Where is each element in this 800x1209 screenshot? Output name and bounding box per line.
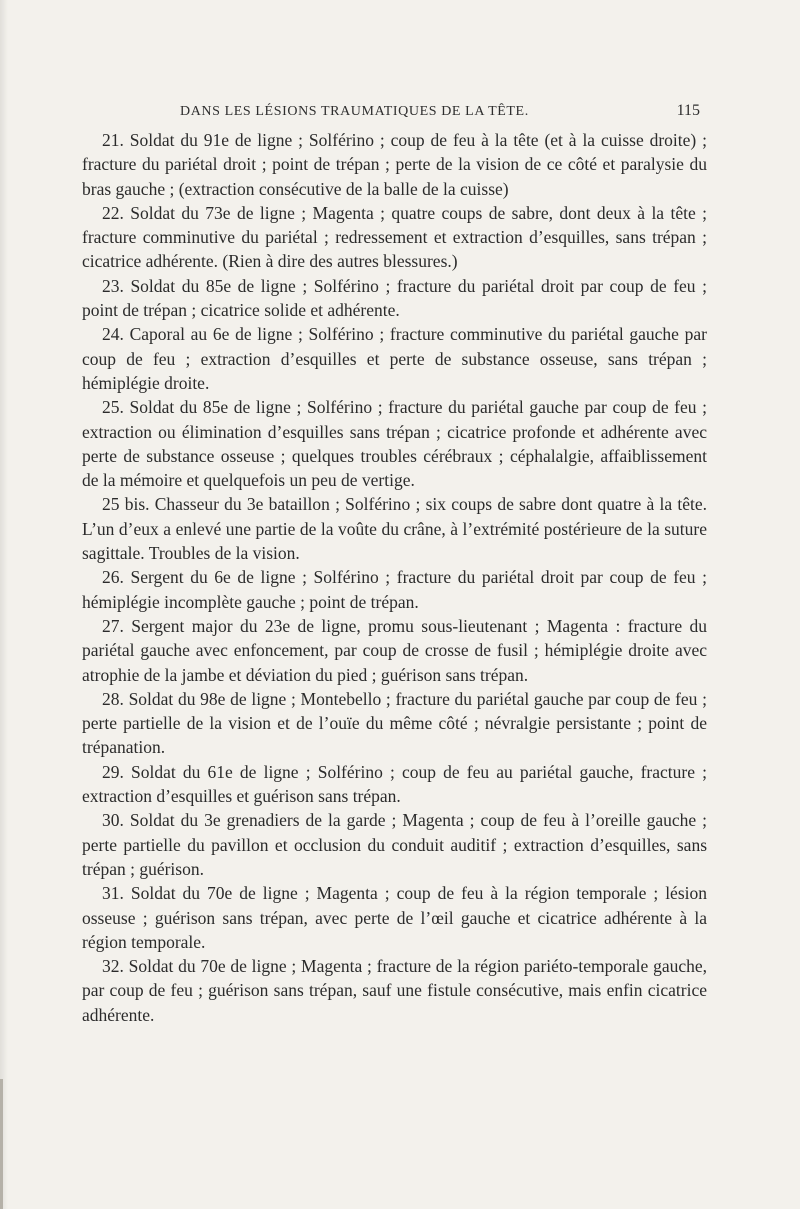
case-entry-32: 32. Soldat du 70e de ligne ; Magenta ; fracture de la région pariéto-temporale gauche, par coup de feu ; guérison sans trépan, sauf une fistule consécutive, mais enfin cicatrice adhérente. (82, 956, 707, 1025)
case-entry-22: 22. Soldat du 73e de ligne ; Magenta ; quatre coups de sabre, dont deux à la tête ; fracture comminutive du pariétal ; redressement et extraction d’esquilles, sans trépan ; cicatrice adhérente. (Rien à dire des autres blessures.) (82, 202, 707, 272)
case-entry-28: 28. Soldat du 98e de ligne ; Montebello ; fracture du pariétal gauche par coup de feu ; perte partielle de la vision et de l’ouïe du même côté ; névralgie persistante ; point de trépanation. (82, 688, 707, 758)
case-list (82, 128, 707, 1027)
case-entry-21: 21. Soldat du 91e de ligne ; Solférino ; coup de feu à la tête (et à la cuisse droite) ; fracture du pariétal droit ; point de trépan ; perte de la vision de ce côté et paralysie du bras gauche ; (extraction consécutive de la balle de la cuisse) (82, 130, 707, 199)
case-entry-23: 23. Soldat du 85e de ligne ; Solférino ; fracture du pariétal droit par coup de feu ; point de trépan ; cicatrice solide et adhérente. (82, 275, 707, 321)
binding-shadow (0, 0, 8, 1209)
case-entry-29: 29. Soldat du 61e de ligne ; Solférino ; coup de feu au pariétal gauche, fracture ; extraction d’esquilles et guérison sans trépan. (82, 761, 707, 807)
case-entry-27: 27. Sergent major du 23e de ligne, promu sous-lieutenant ; Magenta : fracture du pariétal gauche avec enfoncement, par coup de crosse de fusil ; hémiplégie droite avec atrophie de la jambe et déviation du pied ; guérison sans trépan. (82, 615, 707, 685)
case-entry-25: 25. Soldat du 85e de ligne ; Solférino ; fracture du pariétal gauche par coup de feu ; extraction ou élimination d’esquilles sans trépan ; cicatrice profonde et adhérente avec perte de substance osseuse ; quelques troubles cérébraux ; céphalalgie, affaiblissement de la mémoire et quelquefois un peu de vertige. (82, 397, 707, 491)
case-entry-26: 26. Sergent du 6e de ligne ; Solférino ; fracture du pariétal droit par coup de feu ; hémiplégie incomplète gauche ; point de trépan. (82, 567, 707, 612)
case-entry-30: 30. Soldat du 3e grenadiers de la garde ; Magenta ; coup de feu à l’oreille gauche ; perte partielle du pavillon et occlusion du conduit auditif ; extraction d’esquilles, sans trépan ; guérison. (82, 810, 707, 879)
running-title: DANS LES LÉSIONS TRAUMATIQUES DE LA TÊTE. (180, 104, 529, 119)
case-entry-24: 24. Caporal au 6e de ligne ; Solférino ; fracture comminutive du pariétal gauche par coup de feu ; extraction d’esquilles et perte de substance osseuse, sans trépan ; hémiplégie droite. (82, 324, 707, 393)
case-entry-25-bis: 25 bis. Chasseur du 3e bataillon ; Solférino ; six coups de sabre dont quatre à la tête. L’un d’eux a enlevé une partie de la voûte du crâne, à l’extrémité postérieure de la suture sagittale. Troubles de la vision. (82, 494, 707, 564)
running-head (180, 104, 700, 128)
case-entry-31: 31. Soldat du 70e de ligne ; Magenta ; coup de feu à la région temporale ; lésion osseuse ; guérison sans trépan, avec perte de l’œil gauche et cicatrice adhérente à la région temporale. (82, 883, 707, 952)
page-edge-mark (0, 1079, 3, 1209)
page-number: 115 (676, 102, 700, 119)
